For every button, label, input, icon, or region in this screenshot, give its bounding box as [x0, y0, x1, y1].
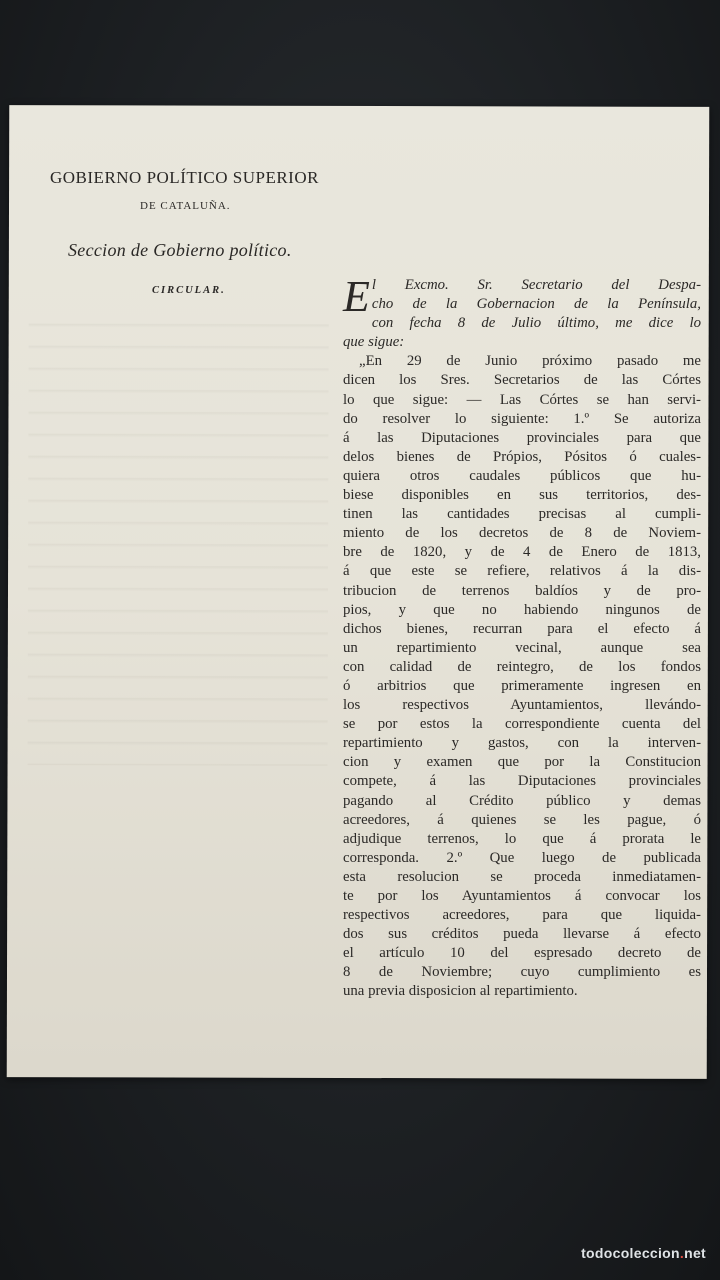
body-line: quiera otros caudales públicos que hu- [343, 467, 701, 484]
body-line: adjudique terrenos, lo que á prorata le [343, 830, 701, 847]
bleed-through-text [28, 305, 329, 766]
body-line: ó arbitrios que primeramente ingresen en [343, 677, 701, 694]
body-line: pios, y que no habiendo ningunos de [343, 601, 701, 618]
body-line: esta resolucion se proceda inmediatamen- [343, 868, 701, 885]
document-header-subtitle: DE CATALUÑA. [140, 200, 231, 212]
document-header-title: GOBIERNO POLÍTICO SUPERIOR [50, 168, 319, 187]
watermark-dot: . [679, 1245, 685, 1261]
body-line: tinen las cantidades precisas al cumpli- [343, 506, 701, 523]
body-text [343, 272, 701, 1002]
body-line: 8 de Noviembre; cuyo cumplimiento es [343, 964, 701, 981]
section-title: Seccion de Gobierno político. [68, 240, 292, 260]
body-line: biese disponibles en sus territorios, des- [343, 487, 701, 504]
body-line: una previa disposicion al repartimiento. [343, 983, 578, 1000]
intro-paragraph [343, 272, 701, 352]
body-line: á que este se refiere, relativos á la dis- [343, 563, 701, 580]
body-line: delos bienes de Própios, Pósitos ó cuales- [343, 448, 701, 465]
body-line: repartimiento y gastos, con la interven- [343, 735, 701, 752]
body-line: acreedores, á quienes se les pague, ó [343, 811, 701, 828]
body-paragraph [343, 352, 701, 1001]
body-line: se por estos la correspondiente cuenta del [343, 716, 701, 733]
body-line: compete, á las Diputaciones provinciales [343, 773, 701, 790]
body-line: un repartimiento vecinal, aunque sea [343, 639, 701, 656]
intro-line: que sigue: [343, 334, 405, 351]
body-line: dicen los Sres. Secretarios de las Córtes [343, 372, 701, 389]
body-line: corresponda. 2.º Que luego de publicada [343, 849, 701, 866]
watermark-tld: net [684, 1245, 706, 1261]
body-line: tribucion de terrenos baldíos y de pro- [343, 582, 701, 599]
body-line: „En 29 de Junio próximo pasado me [359, 353, 701, 370]
body-line: dos sus créditos pueda llevarse á efecto [343, 926, 701, 943]
body-line: te por los Ayuntamientos á convocar los [343, 888, 701, 904]
circular-label: CIRCULAR. [152, 285, 226, 296]
body-line: con calidad de reintegro, de los fondos [343, 658, 701, 675]
intro-line: cho de la Gobernacion de la Península, [371, 296, 701, 313]
body-line: lo que sigue: — Las Córtes se han servi- [343, 391, 701, 408]
intro-line: l Excmo. Sr. Secretario del Despa- [371, 277, 701, 293]
body-line: bre de 1820, y de 4 de Enero de 1813, [343, 544, 701, 561]
body-line: do resolver lo siguiente: 1.º Se autoriza [343, 410, 701, 427]
body-line: cion y examen que por la Constitucion [343, 754, 701, 771]
body-line: pagando al Crédito público y demas [343, 792, 701, 809]
watermark-text: todocoleccion [581, 1245, 680, 1261]
watermark-logo [581, 1245, 706, 1261]
body-line: los respectivos Ayuntamientos, llevándo- [343, 697, 701, 714]
body-line: miento de los decretos de 8 de Noviem- [343, 525, 701, 542]
body-line: dichos bienes, recurran para el efecto á [343, 620, 701, 637]
body-line: á las Diputaciones provinciales para que [343, 429, 701, 446]
body-line: el artículo 10 del espresado decreto de [343, 945, 701, 962]
drop-cap: E [343, 272, 370, 321]
intro-line: con fecha 8 de Julio último, me dice lo [371, 315, 701, 332]
body-line: respectivos acreedores, para que liquida- [343, 907, 701, 924]
